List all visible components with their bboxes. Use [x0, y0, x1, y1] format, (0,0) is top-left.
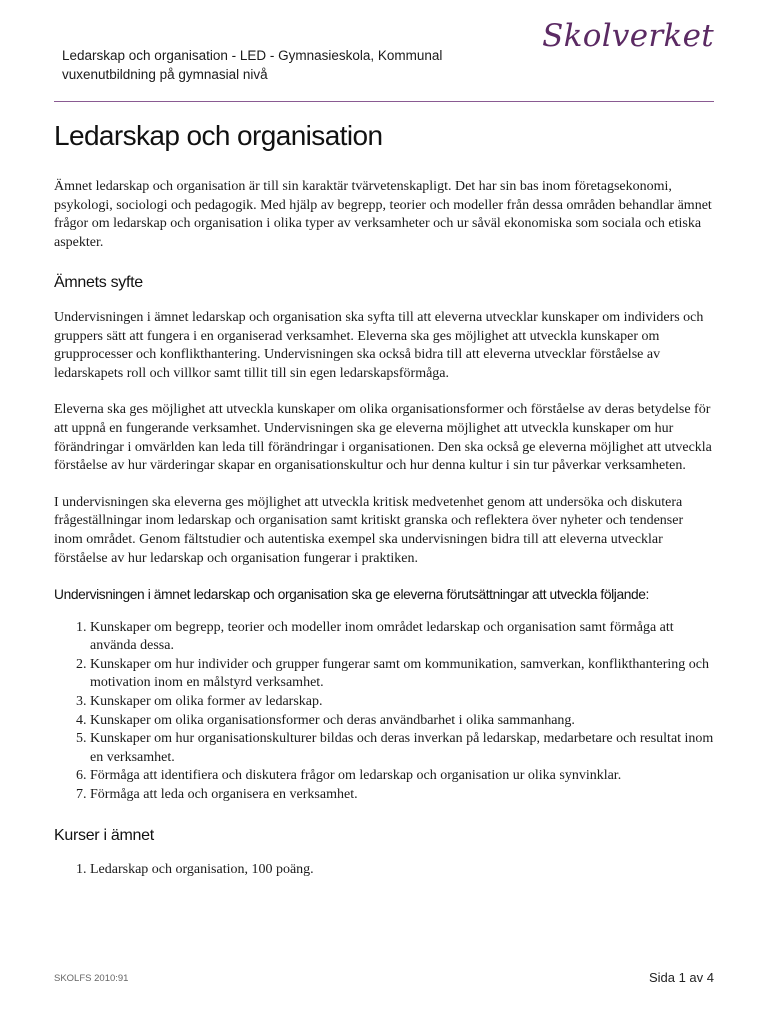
goals-list: [54, 619, 714, 805]
footer-code: SKOLFS 2010:91: [54, 973, 129, 984]
goal-item: 2. Kunskaper om hur individer och grupper fungerar samt om kommunikation, samverkan, konflikthantering och motivation inom en målstyrd verksamhet.: [90, 656, 714, 693]
goals-heading: Undervisningen i ämnet ledarskap och organisation ska ge eleverna förutsättningar att utveckla följande:: [54, 587, 649, 603]
purpose-paragraph: Undervisningen i ämnet ledarskap och organisation ska syfta till att eleverna utvecklar kunskaper om individers och gruppers sätt att fungera i en organiserad verksamhet. Eleverna ska ges möjlighet att utveckla kunskaper om grupprocesser och konflikthantering. Undervisningen ska också bidra till att eleverna utvecklar förståelse av ledarskapets roll och villkor samt tillit till sin egen ledarskapsförmåga.: [54, 309, 704, 381]
document-body: [54, 178, 714, 880]
header-divider: [54, 101, 714, 102]
goal-item: 6. Förmåga att identifiera och diskutera frågor om ledarskap och organisation ur olika synvinklar.: [90, 767, 714, 786]
purpose-heading: Ämnets syfte: [54, 274, 143, 292]
page-number: Sida 1 av 4: [648, 970, 714, 985]
skolverket-logo: Skolverket: [542, 18, 714, 54]
goal-item: 5. Kunskaper om hur organisationskulturer bildas och deras inverkan på ledarskap, medarbetare och resultat inom en verksamhet.: [90, 730, 714, 767]
goal-item: 7. Förmåga att leda och organisera en verksamhet.: [90, 786, 714, 805]
course-item: 1. Ledarskap och organisation, 100 poäng.: [90, 861, 714, 880]
purpose-paragraph: Eleverna ska ges möjlighet att utveckla kunskaper om olika organisationsformer och förståelse av deras betydelse för att uppnå en fungerande verksamhet. Undervisningen ska ge eleverna möjlighet att utveckla kunskaper om hur förändringar i omvärlden kan leda till förändringar i organisationen. Den ska också ge eleverna möjlighet att utveckla förståelse av hur värderingar skapar en organisationskultur och hur denna kultur i sin tur påverkar verksamheten.: [54, 402, 712, 474]
purpose-paragraph: I undervisningen ska eleverna ges möjlighet att utveckla kritisk medvetenhet genom att undersöka och diskutera frågeställningar inom ledarskap och organisation samt kritiskt granska och reflektera över nyheter och tendenser inom området. Genom fältstudier och autentiska exempel ska undervisningen bidra till att eleverna utvecklar förståelse av hur ledarskap och organisation fungerar i praktiken.: [54, 494, 684, 566]
intro-paragraph: Ämnet ledarskap och organisation är till sin karaktär tvärvetenskapligt. Det har sin bas inom företagsekonomi, psykologi, sociologi och pedagogik. Med hjälp av begrepp, teorier och modeller från dessa områden behandlar ämnet frågor om ledarskap och organisation i olika typer av verksamheter och ur såväl ekonomiska som sociala och etiska aspekter.: [54, 179, 712, 250]
goal-item: 3. Kunskaper om olika former av ledarskap.: [90, 693, 714, 712]
goal-item: 4. Kunskaper om olika organisationsformer och deras användbarhet i olika sammanhang.: [90, 712, 714, 731]
courses-list: [54, 861, 714, 880]
page-title: Ledarskap och organisation: [54, 120, 383, 151]
goal-item: 1. Kunskaper om begrepp, teorier och modeller inom området ledarskap och organisation samt förmåga att använda dessa.: [90, 619, 714, 656]
header-subject: Ledarskap och organisation - LED - Gymnasieskola, Kommunal vuxenutbildning på gymnasial nivå: [62, 48, 443, 82]
courses-heading: Kurser i ämnet: [54, 826, 154, 844]
